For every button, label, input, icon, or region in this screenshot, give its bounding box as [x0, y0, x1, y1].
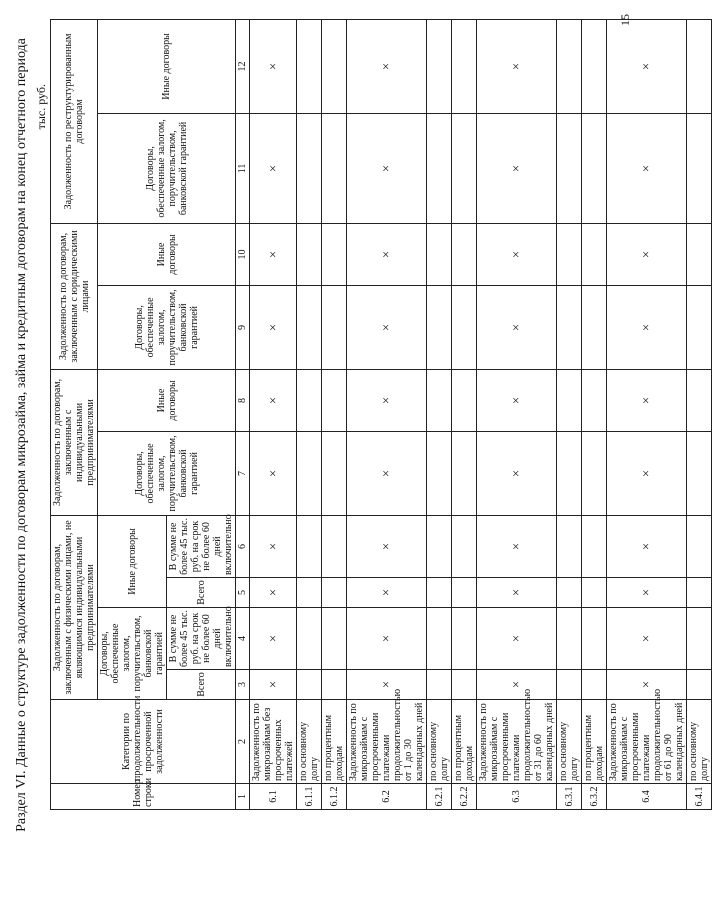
- value-cell: ×: [477, 223, 557, 285]
- value-cell: ×: [347, 113, 427, 223]
- value-cell: ×: [477, 670, 557, 700]
- value-cell: [452, 578, 477, 608]
- value-cell: [452, 223, 477, 285]
- value-cell: ×: [347, 670, 427, 700]
- value-cell: ×: [250, 113, 297, 223]
- row-number: 6.2.1: [427, 784, 452, 810]
- value-cell: [427, 223, 452, 285]
- value-cell: [582, 431, 607, 515]
- value-cell: ×: [347, 578, 427, 608]
- value-cell: [557, 113, 582, 223]
- value-cell: ×: [347, 223, 427, 285]
- value-cell: ×: [607, 515, 687, 577]
- column-number: 3: [236, 670, 250, 700]
- header-total-a: Всего: [167, 670, 236, 700]
- column-number: 1: [236, 784, 250, 810]
- value-cell: [557, 285, 582, 369]
- value-cell: [582, 19, 607, 113]
- value-cell: [322, 19, 347, 113]
- table-row: [250, 19, 297, 809]
- column-number: 10: [236, 223, 250, 285]
- value-cell: [557, 431, 582, 515]
- column-number: 11: [236, 113, 250, 223]
- value-cell: [687, 578, 712, 608]
- value-cell: [427, 285, 452, 369]
- value-cell: [557, 19, 582, 113]
- row-category: по основному долгу: [687, 700, 712, 784]
- value-cell: ×: [607, 285, 687, 369]
- value-cell: [452, 670, 477, 700]
- value-cell: ×: [250, 223, 297, 285]
- row-category: Задолженность по микрозаймам без просроченных платежей: [250, 700, 297, 784]
- value-cell: [427, 113, 452, 223]
- header-secured-ul: Договоры, обеспеченные залогом, поручительством, банковской гарантией: [98, 285, 236, 369]
- table-body: [250, 19, 712, 809]
- value-cell: [582, 369, 607, 431]
- value-cell: [322, 608, 347, 670]
- table-row: [297, 19, 322, 809]
- row-number: 6.1.2: [322, 784, 347, 810]
- value-cell: [427, 431, 452, 515]
- header-row-no: Номер строки: [51, 784, 236, 810]
- value-cell: ×: [250, 19, 297, 113]
- value-cell: [687, 431, 712, 515]
- value-cell: ×: [347, 19, 427, 113]
- value-cell: [452, 19, 477, 113]
- table-row: [452, 19, 477, 809]
- value-cell: [322, 431, 347, 515]
- value-cell: [582, 285, 607, 369]
- row-category: Задолженность по микрозаймам с просроченными платежами продолжительностью от 1 до 30 календарных дней: [347, 700, 427, 784]
- value-cell: [427, 369, 452, 431]
- value-cell: [452, 515, 477, 577]
- value-cell: [322, 285, 347, 369]
- value-cell: ×: [250, 515, 297, 577]
- table-row: [347, 19, 427, 809]
- header-other-restructured: Иные договоры: [98, 19, 236, 113]
- table-row: [557, 19, 582, 809]
- value-cell: [297, 113, 322, 223]
- value-cell: ×: [607, 19, 687, 113]
- row-number: 6.1: [250, 784, 297, 810]
- value-cell: ×: [607, 670, 687, 700]
- value-cell: [557, 608, 582, 670]
- value-cell: ×: [250, 285, 297, 369]
- value-cell: ×: [347, 431, 427, 515]
- table-row: [582, 19, 607, 809]
- row-number: 6.4.1: [687, 784, 712, 810]
- value-cell: [322, 670, 347, 700]
- value-cell: [322, 515, 347, 577]
- column-number: 2: [236, 700, 250, 784]
- value-cell: [297, 431, 322, 515]
- value-cell: [687, 369, 712, 431]
- value-cell: ×: [250, 670, 297, 700]
- value-cell: [297, 223, 322, 285]
- value-cell: ×: [347, 515, 427, 577]
- value-cell: [427, 515, 452, 577]
- value-cell: ×: [477, 608, 557, 670]
- value-cell: [322, 223, 347, 285]
- column-number: 12: [236, 19, 250, 113]
- row-number: 6.2.2: [452, 784, 477, 810]
- value-cell: ×: [477, 19, 557, 113]
- value-cell: [297, 369, 322, 431]
- row-category: по основному долгу: [427, 700, 452, 784]
- table-row: [607, 19, 687, 809]
- header-category: Категории по продолжительности просроченной задолженности: [51, 700, 236, 784]
- value-cell: ×: [607, 369, 687, 431]
- header-secured-fl: Договоры, обеспеченные залогом, поручительством, банковской гарантией: [98, 608, 167, 700]
- value-cell: ×: [477, 515, 557, 577]
- value-cell: [582, 578, 607, 608]
- value-cell: [452, 608, 477, 670]
- column-number: 4: [236, 608, 250, 670]
- value-cell: ×: [607, 608, 687, 670]
- value-cell: ×: [477, 431, 557, 515]
- value-cell: [557, 369, 582, 431]
- value-cell: [687, 285, 712, 369]
- value-cell: ×: [250, 369, 297, 431]
- value-cell: [297, 515, 322, 577]
- value-cell: [452, 369, 477, 431]
- row-category: по основному долгу: [297, 700, 322, 784]
- header-other-ul: Иные договоры: [98, 223, 236, 285]
- value-cell: [687, 515, 712, 577]
- value-cell: ×: [347, 369, 427, 431]
- value-cell: ×: [607, 223, 687, 285]
- value-cell: [322, 113, 347, 223]
- row-number: 6.2: [347, 784, 427, 810]
- row-number: 6.1.1: [297, 784, 322, 810]
- value-cell: ×: [477, 285, 557, 369]
- value-cell: [557, 515, 582, 577]
- section-title: Раздел VI. Данные о структуре задолженности по договорам микрозайма, займа и кредитным договорам на конец отчетного периода: [14, 38, 29, 832]
- header-small-a: В сумме не более 45 тыс. руб. на срок не более 60 дней включительно: [167, 608, 236, 670]
- value-cell: ×: [250, 431, 297, 515]
- header-total-b: Всего: [167, 578, 236, 608]
- value-cell: [557, 223, 582, 285]
- value-cell: [687, 223, 712, 285]
- column-number: 8: [236, 369, 250, 431]
- unit-label: тыс. руб.: [34, 84, 48, 130]
- value-cell: ×: [477, 369, 557, 431]
- row-category: по процентным доходам: [452, 700, 477, 784]
- column-number-row: [236, 19, 250, 809]
- value-cell: ×: [607, 113, 687, 223]
- header-small-b: В сумме не более 45 тыс. руб. на срок не более 60 дней включительно: [167, 515, 236, 577]
- column-number: 9: [236, 285, 250, 369]
- value-cell: [452, 113, 477, 223]
- value-cell: [582, 608, 607, 670]
- header-secured-ip: Договоры, обеспеченные залогом, поручительством, банковской гарантией: [98, 431, 236, 515]
- value-cell: [582, 223, 607, 285]
- table-row: [427, 19, 452, 809]
- page-number: 15: [618, 14, 632, 26]
- value-cell: [322, 369, 347, 431]
- value-cell: [452, 431, 477, 515]
- value-cell: [582, 113, 607, 223]
- value-cell: [582, 515, 607, 577]
- value-cell: ×: [250, 578, 297, 608]
- value-cell: [557, 578, 582, 608]
- row-category: Задолженность по микрозаймам с просроченными платежами продолжительностью от 61 до 90 календарных дней: [607, 700, 687, 784]
- header-ip-group: Задолженность по договорам, заключенным с индивидуальными предпринимателями: [51, 369, 98, 515]
- value-cell: [427, 670, 452, 700]
- value-cell: ×: [477, 578, 557, 608]
- value-cell: ×: [347, 608, 427, 670]
- header-other-ip: Иные договоры: [98, 369, 236, 431]
- value-cell: ×: [607, 578, 687, 608]
- value-cell: [322, 578, 347, 608]
- header-restructured-group: Задолженность по реструктурированным договорам: [51, 19, 98, 223]
- column-number: 6: [236, 515, 250, 577]
- debt-structure-table: [50, 19, 712, 810]
- value-cell: [687, 670, 712, 700]
- table-row: [687, 19, 712, 809]
- row-number: 6.3.2: [582, 784, 607, 810]
- value-cell: [297, 19, 322, 113]
- value-cell: [427, 608, 452, 670]
- value-cell: ×: [347, 285, 427, 369]
- value-cell: [452, 285, 477, 369]
- value-cell: [297, 608, 322, 670]
- row-number: 6.3.1: [557, 784, 582, 810]
- table-row: [477, 19, 557, 809]
- column-number: 5: [236, 578, 250, 608]
- value-cell: ×: [250, 608, 297, 670]
- row-category: по процентным доходам: [322, 700, 347, 784]
- row-number: 6.3: [477, 784, 557, 810]
- value-cell: [427, 578, 452, 608]
- header-fl-group: Задолженность по договорам, заключенным с физическими лицами, не являющимися индивидуальными предпринимателями: [51, 515, 98, 699]
- header-ul-group: Задолженность по договорам, заключенным с юридическими лицами: [51, 223, 98, 369]
- value-cell: [297, 578, 322, 608]
- value-cell: [557, 670, 582, 700]
- table-row: [322, 19, 347, 809]
- value-cell: [297, 670, 322, 700]
- value-cell: [687, 608, 712, 670]
- row-category: по основному долгу: [557, 700, 582, 784]
- row-category: Задолженность по микрозаймам с просроченными платежами продолжительностью от 31 до 60 календарных дней: [477, 700, 557, 784]
- value-cell: ×: [477, 113, 557, 223]
- value-cell: [687, 19, 712, 113]
- value-cell: [297, 285, 322, 369]
- row-number: 6.4: [607, 784, 687, 810]
- row-category: по процентным доходам: [582, 700, 607, 784]
- header-secured-restructured: Договоры, обеспеченные залогом, поручительством, банковской гарантией: [98, 113, 236, 223]
- value-cell: [687, 113, 712, 223]
- value-cell: [582, 670, 607, 700]
- value-cell: ×: [607, 431, 687, 515]
- value-cell: [427, 19, 452, 113]
- header-other-fl: Иные договоры: [98, 515, 167, 607]
- column-number: 7: [236, 431, 250, 515]
